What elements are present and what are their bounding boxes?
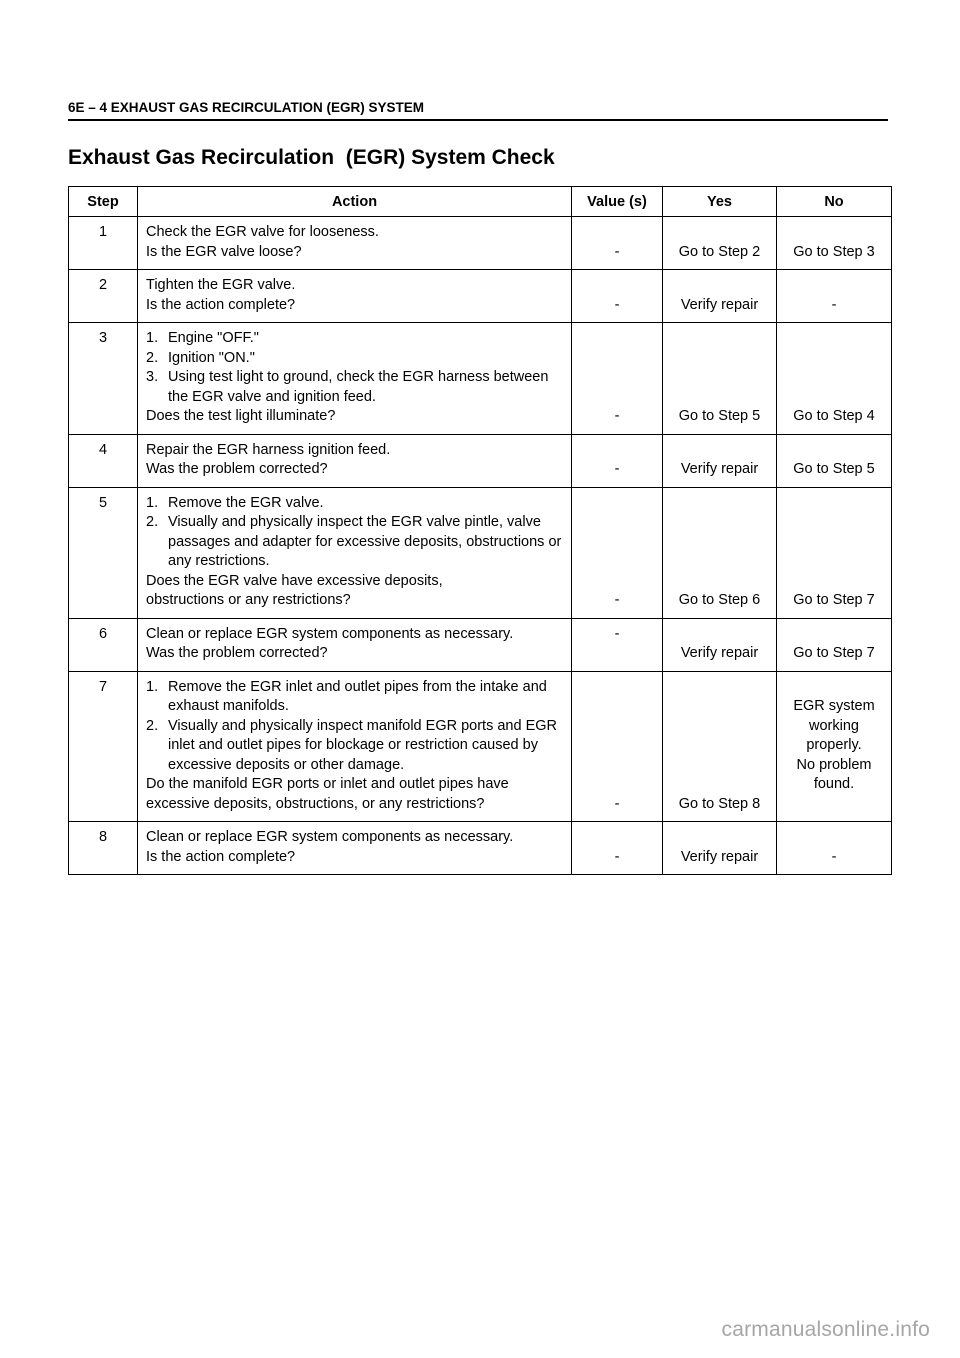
no-text-line: EGR system — [793, 698, 875, 714]
action-step-number: 1. — [146, 678, 159, 695]
action-step-text: Engine "OFF." — [168, 330, 259, 346]
value-cell: - — [572, 822, 663, 875]
table-row — [69, 671, 892, 822]
action-text-line: Clean or replace EGR system components as necessary. — [146, 829, 514, 845]
action-cell — [138, 270, 572, 323]
no-cell: Go to Step 4 — [777, 323, 892, 435]
no-cell: Go to Step 5 — [777, 434, 892, 487]
action-cell — [138, 487, 572, 618]
action-step-number: 2. — [146, 717, 159, 734]
table-body — [69, 217, 892, 875]
action-cell — [138, 323, 572, 435]
action-step-item — [146, 494, 563, 514]
action-step-number: 2. — [146, 349, 159, 366]
yes-cell: Go to Step 2 — [663, 217, 777, 270]
no-text-line: found. — [813, 776, 855, 792]
table-row — [69, 270, 892, 323]
action-text-line: excessive deposits, obstructions, or any restrictions? — [146, 795, 485, 812]
action-step-text: Visually and physically inspect manifold EGR ports and EGR inlet and outlet pipes for blockage or restriction caused by excessive deposits or other damage. — [168, 717, 558, 773]
action-step-number: 1. — [146, 330, 159, 346]
action-text-line: Is the action complete? — [146, 296, 296, 313]
diagnostic-table — [68, 186, 892, 875]
value-cell: - — [572, 323, 663, 435]
yes-cell: Verify repair — [663, 618, 777, 671]
table-row — [69, 618, 892, 671]
action-text-line: obstructions or any restrictions? — [146, 592, 351, 608]
action-text-line: Clean or replace EGR system components as necessary. — [146, 625, 514, 642]
step-number-cell: 8 — [69, 822, 138, 875]
action-text-line: Check the EGR valve for looseness. — [146, 224, 379, 240]
action-step-item — [146, 678, 563, 717]
action-text-line: Was the problem corrected? — [146, 645, 328, 661]
action-text-line: Do the manifold EGR ports or inlet and outlet pipes have — [146, 776, 509, 792]
action-text-line: Was the problem corrected? — [146, 461, 328, 477]
step-number-cell: 4 — [69, 434, 138, 487]
action-step-text: Remove the EGR valve. — [168, 494, 324, 511]
no-cell — [777, 671, 892, 822]
action-text-line: Tighten the EGR valve. — [146, 277, 296, 293]
action-step-list — [146, 494, 563, 572]
step-number-cell: 1 — [69, 217, 138, 270]
action-text-line: Repair the EGR harness ignition feed. — [146, 441, 391, 458]
action-text-line: Does the EGR valve have excessive deposits, — [146, 572, 443, 589]
action-cell — [138, 822, 572, 875]
action-text-line: Does the test light illuminate? — [146, 408, 336, 424]
value-cell: - — [572, 434, 663, 487]
no-cell: Go to Step 3 — [777, 217, 892, 270]
action-step-list — [146, 329, 563, 407]
yes-cell: Go to Step 5 — [663, 323, 777, 435]
yes-cell: Go to Step 6 — [663, 487, 777, 618]
col-header-no: No — [777, 187, 892, 217]
step-number-cell: 3 — [69, 323, 138, 435]
action-step-item — [146, 717, 563, 776]
col-header-yes: Yes — [663, 187, 777, 217]
action-step-item — [146, 513, 563, 572]
table-row — [69, 217, 892, 270]
step-number-cell: 6 — [69, 618, 138, 671]
action-cell — [138, 618, 572, 671]
yes-cell: Verify repair — [663, 270, 777, 323]
action-step-text: Visually and physically inspect the EGR valve pintle, valve passages and adapter for excessive deposits, obstructions or any restrictions. — [168, 514, 562, 569]
table-header-row — [69, 187, 892, 217]
action-cell — [138, 671, 572, 822]
table-row — [69, 323, 892, 435]
action-step-item — [146, 349, 563, 369]
action-step-item — [146, 368, 563, 407]
step-number-cell: 2 — [69, 270, 138, 323]
action-step-text: Ignition "ON." — [168, 349, 255, 366]
no-cell: Go to Step 7 — [777, 487, 892, 618]
yes-cell: Go to Step 8 — [663, 671, 777, 822]
watermark: carmanualsonline.info — [721, 1318, 930, 1341]
action-step-text: Using test light to ground, check the EGR harness between the EGR valve and ignition feed. — [168, 369, 549, 405]
action-cell — [138, 217, 572, 270]
col-header-action: Action — [138, 187, 572, 217]
action-step-list — [146, 678, 563, 776]
value-cell: - — [572, 618, 663, 671]
no-text-line: No problem — [796, 756, 872, 773]
no-text-line: working — [809, 717, 859, 734]
no-cell: Go to Step 7 — [777, 618, 892, 671]
col-header-value: Value (s) — [572, 187, 663, 217]
yes-cell: Verify repair — [663, 822, 777, 875]
table-row — [69, 822, 892, 875]
action-step-text: Remove the EGR inlet and outlet pipes from the intake and exhaust manifolds. — [168, 678, 547, 714]
no-text-line: properly. — [806, 737, 862, 753]
value-cell: - — [572, 217, 663, 270]
page-title: Exhaust Gas Recirculation (EGR) System Check — [68, 146, 555, 169]
action-text-line: Is the EGR valve loose? — [146, 243, 302, 260]
no-cell: - — [777, 270, 892, 323]
table-row — [69, 434, 892, 487]
action-step-item — [146, 329, 563, 349]
no-cell: - — [777, 822, 892, 875]
action-step-number: 2. — [146, 514, 159, 530]
action-step-number: 3. — [146, 369, 159, 385]
table-row — [69, 487, 892, 618]
step-number-cell: 5 — [69, 487, 138, 618]
value-cell: - — [572, 487, 663, 618]
value-cell: - — [572, 270, 663, 323]
action-text-line: Is the action complete? — [146, 848, 296, 865]
step-number-cell: 7 — [69, 671, 138, 822]
value-cell: - — [572, 671, 663, 822]
action-cell — [138, 434, 572, 487]
col-header-step: Step — [69, 187, 138, 217]
section-header: 6E – 4 EXHAUST GAS RECIRCULATION (EGR) SYSTEM — [68, 100, 888, 121]
yes-cell: Verify repair — [663, 434, 777, 487]
action-step-number: 1. — [146, 494, 159, 511]
